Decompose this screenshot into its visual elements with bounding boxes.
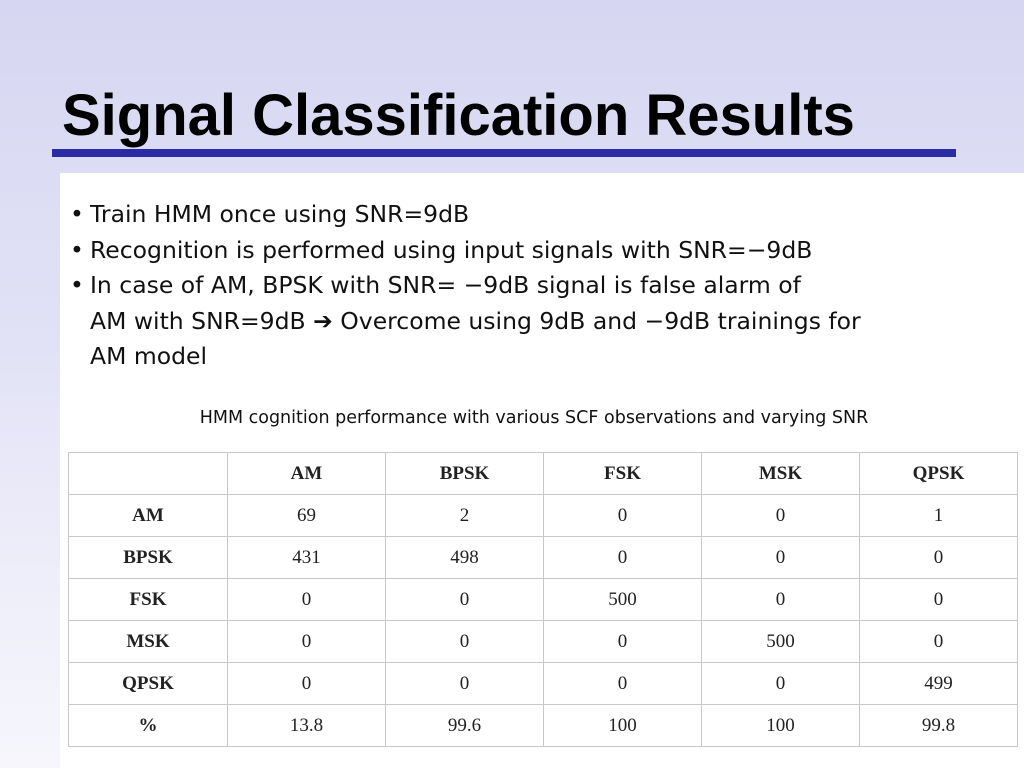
title-underline xyxy=(52,149,956,157)
table-cell: 69 xyxy=(228,495,386,537)
table-cell: 0 xyxy=(860,579,1018,621)
bullet-marker: • xyxy=(70,200,84,228)
table-cell: 0 xyxy=(386,579,544,621)
table-cell: 500 xyxy=(544,579,702,621)
table-cell: 0 xyxy=(860,621,1018,663)
table-cell: 499 xyxy=(860,663,1018,705)
table-cell: 0 xyxy=(702,579,860,621)
results-table xyxy=(68,452,1018,747)
table-row xyxy=(69,495,1018,537)
table-cell: 498 xyxy=(386,537,544,579)
table-cell: 100 xyxy=(544,705,702,747)
table-cell: 0 xyxy=(228,579,386,621)
bullet-continuation: AM model xyxy=(90,342,207,370)
table-cell: 0 xyxy=(544,537,702,579)
table-cell: 2 xyxy=(386,495,544,537)
table-cell: 0 xyxy=(702,537,860,579)
table-cell: 100 xyxy=(702,705,860,747)
slide-title: Signal Classification Results xyxy=(62,83,855,148)
table-cell: 500 xyxy=(702,621,860,663)
row-label: MSK xyxy=(69,621,228,663)
bullet-list xyxy=(70,197,970,375)
table-cell: 0 xyxy=(228,621,386,663)
table-row xyxy=(69,663,1018,705)
table-row xyxy=(69,621,1018,663)
table-cell: 0 xyxy=(228,663,386,705)
table-cell: 0 xyxy=(702,495,860,537)
table-cell: 99.8 xyxy=(860,705,1018,747)
bullet-text: In case of AM, BPSK with SNR= −9dB signal is false alarm of xyxy=(90,271,801,299)
bullet-item xyxy=(70,233,970,269)
row-label: QPSK xyxy=(69,663,228,705)
table-header-row xyxy=(69,453,1018,495)
bullet-continuation: AM with SNR=9dB ➔ Overcome using 9dB and −9dB trainings for xyxy=(90,306,861,335)
table-cell: 99.6 xyxy=(386,705,544,747)
bullet-marker: • xyxy=(70,271,84,299)
header-cell xyxy=(69,453,228,495)
header-cell: AM xyxy=(228,453,386,495)
bullet-marker: • xyxy=(70,235,84,264)
table-row xyxy=(69,537,1018,579)
table-cell: 0 xyxy=(544,495,702,537)
bullet-item xyxy=(70,197,970,233)
row-label: BPSK xyxy=(69,537,228,579)
table-row xyxy=(69,579,1018,621)
row-label: AM xyxy=(69,495,228,537)
row-label: FSK xyxy=(69,579,228,621)
table-caption: HMM cognition performance with various SCF observations and varying SNR xyxy=(199,408,869,428)
header-cell: MSK xyxy=(702,453,860,495)
bullet-text: Recognition is performed using input signals with SNR=−9dB xyxy=(90,235,813,264)
table-cell: 0 xyxy=(860,537,1018,579)
table-cell: 0 xyxy=(702,663,860,705)
row-label: % xyxy=(69,705,228,747)
bullet-item xyxy=(70,268,970,304)
table-cell: 0 xyxy=(544,621,702,663)
bullet-text: Train HMM once using SNR=9dB xyxy=(90,200,470,228)
table-cell: 0 xyxy=(386,663,544,705)
table-cell: 431 xyxy=(228,537,386,579)
table-cell: 0 xyxy=(386,621,544,663)
table-cell: 1 xyxy=(860,495,1018,537)
header-cell: BPSK xyxy=(386,453,544,495)
table-cell: 0 xyxy=(544,663,702,705)
header-cell: FSK xyxy=(544,453,702,495)
table-cell: 13.8 xyxy=(228,705,386,747)
table-row xyxy=(69,705,1018,747)
header-cell: QPSK xyxy=(860,453,1018,495)
